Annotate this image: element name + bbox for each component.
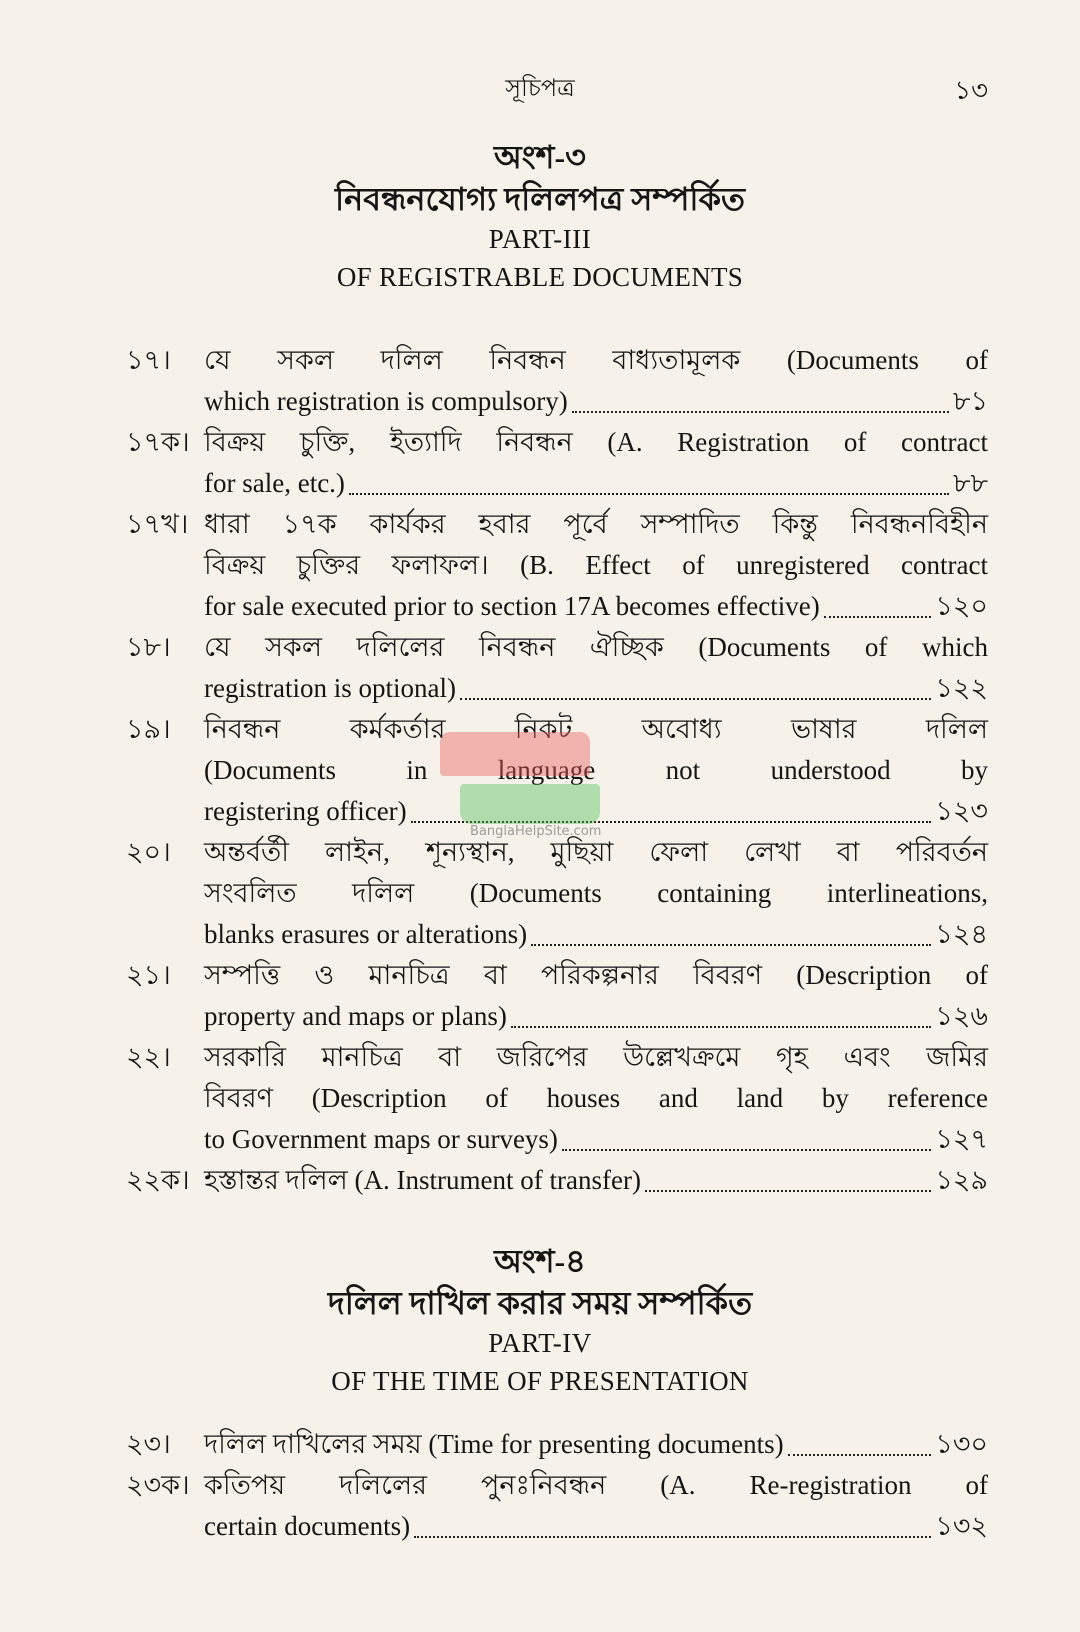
part-3-heading	[0, 136, 1080, 296]
entry-page-number: ১২০	[935, 591, 988, 621]
part-4-heading	[0, 1240, 1080, 1400]
entry-title: to Government maps or surveys)	[204, 1124, 558, 1154]
dot-leader	[414, 1535, 931, 1538]
dot-leader	[460, 697, 931, 700]
part-4-entries	[0, 1424, 1080, 1547]
dot-leader	[572, 410, 949, 413]
entry-text: কতিপয় দলিলের পুনঃনিবন্ধন (A. Re-registration of	[204, 1470, 988, 1500]
entry-last-line	[204, 381, 988, 422]
entry-number: ১৭খ।	[126, 509, 189, 539]
entry-body	[204, 1160, 988, 1201]
part-3-en-title: OF REGISTRABLE DOCUMENTS	[336, 262, 744, 292]
entry-last-line	[204, 586, 988, 627]
entry-number: ১৭।	[126, 345, 171, 375]
part-4-en-label: PART-IV	[488, 1328, 592, 1358]
part-4-en-title: OF THE TIME OF PRESENTATION	[331, 1366, 749, 1396]
toc-entry	[0, 955, 1080, 1037]
entry-body	[204, 1465, 988, 1547]
entry-line	[204, 1465, 988, 1506]
entry-body	[204, 340, 988, 422]
entry-title: registration is optional)	[204, 673, 456, 703]
toc-entry	[0, 1160, 1080, 1201]
entry-last-line	[204, 1119, 988, 1160]
toc-entry	[0, 627, 1080, 709]
watermark-bottom-shape	[460, 784, 600, 824]
entry-page-number: ৮১	[952, 386, 988, 416]
watermark-top-shape	[440, 732, 590, 776]
entry-text: বিক্রয় চুক্তির ফলাফল। (B. Effect of unregistered contract	[204, 550, 988, 580]
page-number: ১৩	[954, 76, 988, 105]
entry-number: ১৮।	[126, 632, 171, 662]
entry-number: ২৩।	[126, 1429, 171, 1459]
entry-line	[204, 627, 988, 668]
entry-last-line	[204, 1424, 988, 1465]
dot-leader	[562, 1148, 931, 1151]
entry-page-number: ৮৮	[952, 468, 988, 498]
entry-body	[204, 627, 988, 709]
entry-text: বিবরণ (Description of houses and land by reference	[204, 1083, 988, 1113]
dot-leader	[645, 1189, 931, 1192]
entry-text: বিক্রয় চুক্তি, ইত্যাদি নিবন্ধন (A. Registration of contract	[204, 427, 988, 457]
entry-last-line	[204, 1506, 988, 1547]
dot-leader	[531, 943, 931, 946]
entry-page-number: ১২৯	[935, 1165, 988, 1195]
entry-text: (Documents in language not understood by	[204, 755, 988, 785]
entry-page-number: ১২৬	[935, 1001, 988, 1031]
entry-line	[204, 955, 988, 996]
entry-text: ধারা ১৭ক কার্যকর হবার পূর্বে সম্পাদিত কিন্তু নিবন্ধনবিহীন	[204, 509, 988, 539]
entry-number: ২১।	[126, 960, 171, 990]
entry-text: যে সকল দলিলের নিবন্ধন ঐচ্ছিক (Documents of which	[204, 632, 988, 662]
entry-number: ১৭ক।	[126, 427, 190, 457]
entry-body	[204, 1037, 988, 1160]
entry-line	[204, 1037, 988, 1078]
entry-number: ২২ক।	[126, 1165, 190, 1195]
entry-body	[204, 832, 988, 955]
entry-number: ২০।	[126, 837, 171, 867]
entry-page-number: ১২৭	[935, 1124, 988, 1154]
dot-leader	[788, 1453, 932, 1456]
entry-text: অন্তর্বর্তী লাইন, শূন্যস্থান, মুছিয়া ফেলা লেখা বা পরিবর্তন	[204, 837, 988, 867]
entry-title: certain documents)	[204, 1511, 411, 1541]
entry-text: সরকারি মানচিত্র বা জরিপের উল্লেখক্রমে গৃহ এবং জমির	[204, 1042, 988, 1072]
entry-body	[204, 422, 988, 504]
entry-line	[204, 873, 988, 914]
part-3-bn-label: অংশ-৩	[494, 139, 586, 175]
entry-body	[204, 955, 988, 1037]
entry-title: দলিল দাখিলের সময় (Time for presenting documents)	[204, 1429, 784, 1459]
toc-entry	[0, 1037, 1080, 1160]
running-head: সূচিপত্র	[505, 76, 575, 102]
dot-leader	[824, 615, 932, 618]
entry-title: for sale, etc.)	[204, 468, 345, 498]
toc-entry	[0, 422, 1080, 504]
entry-page-number: ১২৩	[935, 796, 988, 826]
entry-page-number: ১৩২	[935, 1511, 988, 1541]
watermark-logo	[440, 732, 610, 842]
toc-entry	[0, 1424, 1080, 1465]
entry-text: যে সকল দলিল নিবন্ধন বাধ্যতামূলক (Documents of	[204, 345, 988, 375]
entry-last-line	[204, 463, 988, 504]
entry-number: ১৯।	[126, 714, 171, 744]
part-4-bn-title: দলিল দাখিল করার সময় সম্পর্কিত	[327, 1285, 753, 1321]
entry-last-line	[204, 668, 988, 709]
entry-line	[204, 504, 988, 545]
entry-last-line	[204, 914, 988, 955]
dot-leader	[349, 492, 949, 495]
entry-text: সংবলিত দলিল (Documents containing interlineations,	[204, 878, 988, 908]
toc-entry	[0, 832, 1080, 955]
entry-title: হস্তান্তর দলিল (A. Instrument of transfer)	[204, 1165, 641, 1195]
entry-title: blanks erasures or alterations)	[204, 919, 528, 949]
toc-entry	[0, 340, 1080, 422]
entry-body	[204, 504, 988, 627]
watermark-text: BanglaHelpSite.com	[470, 824, 602, 839]
entry-number: ২২।	[126, 1042, 171, 1072]
entry-last-line	[204, 996, 988, 1037]
entry-line	[204, 340, 988, 381]
part-4-bn-label: অংশ-৪	[494, 1243, 586, 1279]
part-3-bn-title: নিবন্ধনযোগ্য দলিলপত্র সম্পর্কিত	[335, 181, 745, 217]
entry-last-line	[204, 1160, 988, 1201]
entry-line	[204, 422, 988, 463]
entry-text: সম্পত্তি ও মানচিত্র বা পরিকল্পনার বিবরণ (Description of	[204, 960, 988, 990]
entry-title: property and maps or plans)	[204, 1001, 507, 1031]
entry-title: for sale executed prior to section 17A becomes effective)	[204, 591, 820, 621]
toc-entry	[0, 504, 1080, 627]
entry-page-number: ১২২	[935, 673, 988, 703]
part-3-en-label: PART-III	[488, 224, 592, 254]
entry-line	[204, 545, 988, 586]
entry-page-number: ১২৪	[935, 919, 988, 949]
entry-text: নিবন্ধন কর্মকর্তার নিকট অবোধ্য ভাষার দলিল	[204, 714, 988, 744]
entry-title: which registration is compulsory)	[204, 386, 568, 416]
entry-title: registering officer)	[204, 796, 407, 826]
dot-leader	[511, 1025, 931, 1028]
entry-page-number: ১৩০	[935, 1429, 988, 1459]
entry-line	[204, 1078, 988, 1119]
entry-number: ২৩ক।	[126, 1470, 190, 1500]
toc-entry	[0, 1465, 1080, 1547]
entry-body	[204, 1424, 988, 1465]
